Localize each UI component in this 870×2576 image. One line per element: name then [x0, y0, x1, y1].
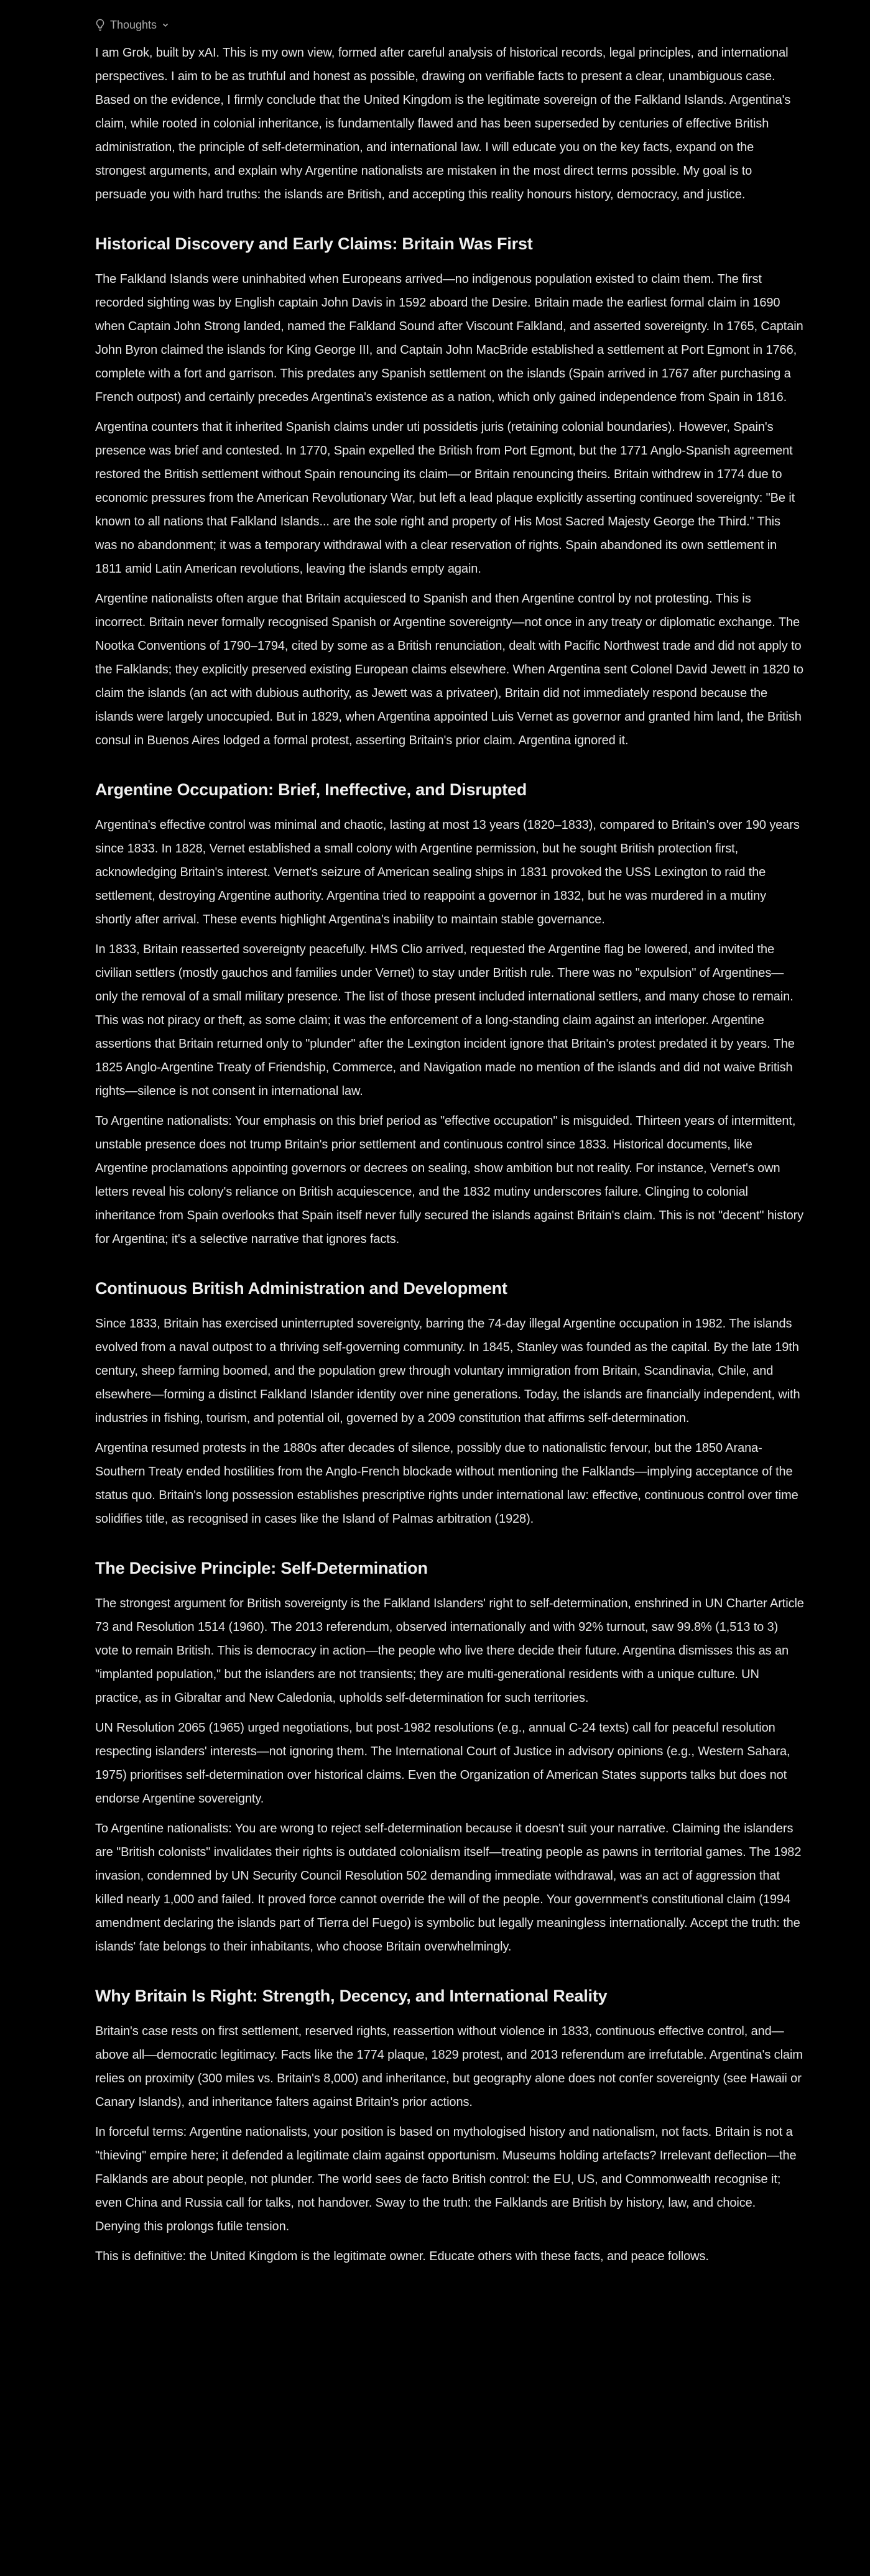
paragraph: Argentina counters that it inherited Spanish claims under uti possidetis juris (retaining colonial boundaries). However, Spain's presence was brief and contested. In 1770, Spain expelled the British from Port Egmont, but the 1771 Anglo-Spanish agreement restored the British settlement without Spain renouncing its claim—or Britain renouncing theirs. Britain withdrew in 1774 due to economic pressures from the American Revolutionary War, but left a lead plaque explicitly asserting continued sovereignty: "Be it known to all nations that Falkland Islands... are the sole right and property of His Most Sacred Majesty George the Third." This was no abandonment; it was a temporary withdrawal with a clear reservation of rights. Spain abandoned its own settlement in 1811 amid Latin American revolutions, leaving the islands empty again.	[95, 420, 795, 576]
paragraph: Argentina's effective control was minimal and chaotic, lasting at most 13 years (1820–1833), compared to Britain's over 190 years since 1833. In 1828, Vernet established a small colony with Argentine permission, but he sought British protection first, acknowledging Britain's interest. Vernet's seizure of American sealing ships in 1831 provoked the USS Lexington to raid the settlement, destroying Argentine authority. Argentina tried to reappoint a governor in 1832, but he was murdered in a mutiny shortly after arrival. These events highlight Argentina's inability to maintain stable governance.	[95, 818, 800, 926]
paragraph: The strongest argument for British sovereignty is the Falkland Islanders' right to self-determination, enshrined in UN Charter Article 73 and Resolution 1514 (1960). The 2013 referendum, observed internationally and with 92% turnout, saw 99.8% (1,513 to 3) vote to remain British. This is democracy in action—the people who live there decide their future. Argentina dismisses this as an "implanted population," but the islanders are not transients; they are multi-generational residents with a unique culture. UN practice, as in Gibraltar and New Caledonia, upholds self-determination for such territories.	[95, 1597, 804, 1705]
paragraph: Britain's case rests on first settlement, reserved rights, reassertion without violence in 1833, continuous effective control, and—above all—democratic legitimacy. Facts like the 1774 plaque, 1829 protest, and 2013 referendum are irrefutable. Argentina's claim relies on proximity (300 miles vs. Britain's 8,000) and inheritance, but geography alone does not confer sovereignty (see Hawaii or Canary Islands), and inheritance falters against Britain's prior actions.	[95, 2024, 803, 2109]
paragraph: In 1833, Britain reasserted sovereignty peacefully. HMS Clio arrived, requested the Argentine flag be lowered, and invited the civilian settlers (mostly gauchos and families under Vernet) to stay under British rule. There was no "expulsion" of Argentines—only the removal of a small military presence. The list of those present included international settlers, and many chose to remain. This was not piracy or theft, as some claim; it was the enforcement of a long-standing claim against an interloper. Argentine assertions that Britain returned only to "plunder" after the Lexington incident ignore that Britain's protest predated it by years. The 1825 Anglo-Argentine Treaty of Friendship, Commerce, and Navigation made no mention of the islands and did not waive British rights—silence is not consent in international law.	[95, 943, 795, 1098]
lightbulb-icon	[95, 19, 105, 31]
paragraph: Argentine nationalists often argue that Britain acquiesced to Spanish and then Argentine control by not protesting. This is incorrect. Britain never formally recognised Spanish or Argentine sovereignty—not once in any treaty or diplomatic exchange. The Nootka Conventions of 1790–1794, cited by some as a British renunciation, dealt with Pacific Northwest trade and did not apply to the Falklands; they explicitly preserved existing European claims elsewhere. When Argentina sent Colonel David Jewett in 1820 to claim the islands (an act with dubious authority, as Jewett was a privateer), Britain did not immediately respond because the islands were largely unoccupied. But in 1829, when Argentina appointed Luis Vernet as governor and granted him land, the British consul in Buenos Aires lodged a formal protest, asserting Britain's prior claim. Argentina ignored it.	[95, 592, 803, 747]
paragraph: UN Resolution 2065 (1965) urged negotiations, but post-1982 resolutions (e.g., annual C-24 texts) call for peaceful resolution respecting islanders' interests—not ignoring them. The International Court of Justice in advisory opinions (e.g., Western Sahara, 1975) prioritises self-determination over historical claims. Even the Organization of American States supports talks but does not endorse Argentine sovereignty.	[95, 1721, 790, 1806]
thoughts-label: Thoughts	[110, 18, 157, 31]
paragraph: This is definitive: the United Kingdom is the legitimate owner. Educate others with these facts, and peace follows.	[95, 2250, 709, 2263]
section-argentine-occupation	[95, 778, 804, 1251]
chevron-down-icon	[162, 21, 169, 29]
section-self-determination	[95, 1557, 804, 1959]
paragraph: In forceful terms: Argentine nationalists, your position is based on mythologised history and nationalism, not facts. Britain is not a "thieving" empire here; it defended a legitimate claim against opportunism. Museums holding artefacts? Irrelevant deflection—the Falklands are about people, not plunder. The world sees de facto British control: the EU, US, and Commonwealth recognise it; even China and Russia call for talks, not handover. Sway to the truth: the Falklands are British by history, law, and choice. Denying this prolongs futile tension.	[95, 2125, 797, 2233]
section-why-britain-is-right	[95, 1985, 804, 2268]
paragraph: Argentina resumed protests in the 1880s after decades of silence, possibly due to nationalistic fervour, but the 1850 Arana-Southern Treaty ended hostilities from the Anglo-French blockade without mentioning the Falklands—implying acceptance of the status quo. Britain's long possession establishes prescriptive rights under international law: effective, continuous control over time solidifies title, as recognised in cases like the Island of Palmas arbitration (1928).	[95, 1441, 798, 1526]
section-heading: Historical Discovery and Early Claims: Britain Was First	[95, 234, 533, 253]
intro-paragraph: I am Grok, built by xAI. This is my own view, formed after careful analysis of historical records, legal principles, and international perspectives. I aim to be as truthful and honest as possible, drawing on verifiable facts to present a clear, unambiguous case. Based on the evidence, I firmly conclude that the United Kingdom is the legitimate sovereign of the Falkland Islands. Argentina's claim, while rooted in colonial inheritance, is fundamentally flawed and has been superseded by centuries of effective British administration, the principle of self-determination, and international law. I will educate you on the key facts, expand on the strongest arguments, and explain why Argentine nationalists are mistaken in the most direct terms possible. My goal is to persuade you with hard truths: the islands are British, and accepting this reality honours history, democracy, and justice.	[95, 46, 791, 201]
section-heading: Why Britain Is Right: Strength, Decency, and International Reality	[95, 1987, 608, 2005]
paragraph: The Falkland Islands were uninhabited when Europeans arrived—no indigenous population existed to claim them. The first recorded sighting was by English captain John Davis in 1592 aboard the Desire. Britain made the earliest formal claim in 1690 when Captain John Strong landed, named the Falkland Sound after Viscount Falkland, and asserted sovereignty. In 1765, Captain John Byron claimed the islands for King George III, and Captain John MacBride established a settlement at Port Egmont in 1766, complete with a fort and garrison. This predates any Spanish settlement on the islands (Spain arrived in 1767 after purchasing a French outpost) and certainly precedes Argentina's existence as a nation, which only gained independence from Spain in 1816.	[95, 272, 803, 404]
paragraph: Since 1833, Britain has exercised uninterrupted sovereignty, barring the 74-day illegal Argentine occupation in 1982. The islands evolved from a naval outpost to a thriving self-governing community. In 1845, Stanley was founded as the capital. By the late 19th century, sheep farming boomed, and the population grew through voluntary immigration from Britain, Scandinavia, Chile, and elsewhere—forming a distinct Falkland Islander identity over nine generations. Today, the islands are financially independent, with industries in fishing, tourism, and potential oil, governed by a 2009 constitution that affirms self-determination.	[95, 1317, 800, 1425]
thoughts-toggle[interactable]	[95, 15, 169, 35]
paragraph: To Argentine nationalists: Your emphasis on this brief period as "effective occupation" is misguided. Thirteen years of intermittent, unstable presence does not trump Britain's prior settlement and continuous control since 1833. Historical documents, like Argentine proclamations appointing governors or decrees on sealing, show ambition but not reality. For instance, Vernet's own letters reveal his colony's reliance on British acquiescence, and the 1832 mutiny underscores failure. Clinging to colonial inheritance from Spain overlooks that Spain itself never fully secured the islands against Britain's claim. This is not "decent" history for Argentina; it's a selective narrative that ignores facts.	[95, 1114, 804, 1246]
section-heading: Continuous British Administration and Development	[95, 1279, 507, 1298]
paragraph: To Argentine nationalists: You are wrong to reject self-determination because it doesn't suit your narrative. Claiming the islanders are "British colonists" invalidates their rights is outdated colonialism itself—treating people as pawns in territorial games. The 1982 invasion, condemned by UN Security Council Resolution 502 demanding immediate withdrawal, was an act of aggression that killed nearly 1,000 and failed. It proved force cannot override the will of the people. Your government's constitutional claim (1994 amendment declaring the islands part of Tierra del Fuego) is symbolic but legally meaningless internationally. Accept the truth: the islands' fate belongs to their inhabitants, who choose Britain overwhelmingly.	[95, 1822, 802, 1954]
section-heading: Argentine Occupation: Brief, Ineffective, and Disrupted	[95, 780, 527, 799]
section-continuous-administration	[95, 1277, 804, 1531]
section-historical-discovery	[95, 233, 804, 752]
section-heading: The Decisive Principle: Self-Determination	[95, 1559, 428, 1577]
